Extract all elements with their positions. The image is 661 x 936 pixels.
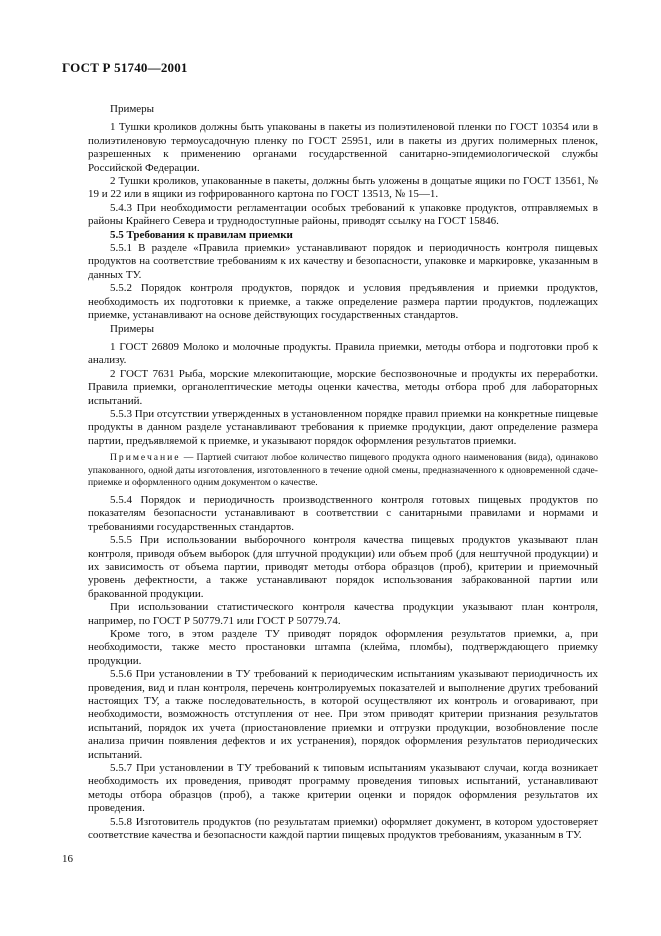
paragraph: 5.4.3 При необходимости регламентации особых требований к упаковке продуктов, отправляемых в районы Крайнего Севера и труднодоступные районы, приводят ссылку на ГОСТ 15846. <box>88 201 598 228</box>
document-header: ГОСТ Р 51740—2001 <box>62 60 188 75</box>
paragraph: 5.5.1 В разделе «Правила приемки» устанавливают порядок и периодичность контроля пищевых продуктов на соответствие требованиям к их качеству и безопасности, упаковке и маркировке, указанным в данных ТУ. <box>88 242 598 281</box>
paragraph: 5.5.7 При установлении в ТУ требований к типовым испытаниям указывают случаи, когда возникает необходимость их проведения, приводят программу проведения типовых испытаний, устанавливают методы отбора образцов (проб), а также критерии оценки и порядок оформления результатов их проведения. <box>88 762 598 815</box>
paragraph: 5.5.3 При отсутствии утвержденных в установленном порядке правил приемки на конкретные пищевые продукты в данном разделе устанавливают требования к приемке продукции, дают определение размера партии, предъявляемой к приемке, и указывают порядок оформления результатов приемки. <box>88 407 598 447</box>
paragraph: 5.5.2 Порядок контроля продуктов, порядок и условия предъявления и приемки продуктов, необходимость их подготовки к приемке, а также определение размера партии продуктов, подлежащих приемке, устанавливают на основе действующих государственных стандартов. <box>88 282 598 322</box>
paragraph: Примеры <box>110 322 155 335</box>
note-paragraph <box>88 452 598 490</box>
section-heading: 5.5 Требования к правилам приемки <box>110 228 293 241</box>
document-body <box>88 97 598 843</box>
paragraph: 5.5.6 При установлении в ТУ требований к периодическим испытаниям указывают периодичность их проведения, вид и план контроля, перечень контролируемых показателей и выполнение других требований настоящих ТУ, а также последовательность, в которой осуществляют их контроль и оговаривают, при необходимости, возможность отступления от нее. При этом приводят критерии признания результатов испытаний, порядок их учета (приостановление приемки и отгрузки продукции, возобновление после анализа причин появления дефектов и их устранения), порядок оформления результатов периодических испытаний. <box>88 668 598 761</box>
paragraph: 2 ГОСТ 7631 Рыба, морские млекопитающие, морские беспозвоночные и продукты их переработки. Правила приемки, органолептические методы оценки качества, методы отбора проб для лабораторных испытаний. <box>88 367 598 407</box>
paragraph: 5.5.5 При использовании выборочного контроля качества пищевых продуктов указывают план контроля, приводя объем выборок (для штучной продукции) или объем проб (для нештучной продукции) и их зависимость от объема партии, приводят методы отбора образцов (проб), критерии и приемочный уровень дефектности, а также устанавливают порядок использования забракованной партии или бракованной продукции. <box>88 534 598 600</box>
paragraph: При использовании статистического контроля качества продукции указывают план контроля, например, по ГОСТ Р 50779.71 или ГОСТ Р 50779.74. <box>88 601 598 627</box>
note-label: Примечание <box>110 452 181 464</box>
note-text: — Партией считают любое количество пищевого продукта одного наименования (вида), одинаково упакованного, одной даты изготовления, изготовленного в течение одной смены, предназначенного к одновременной сдаче-приемке и оформленного одним документом о качестве. <box>88 452 598 489</box>
page-number: 16 <box>62 853 73 865</box>
paragraph: 1 ГОСТ 26809 Молоко и молочные продукты. Правила приемки, методы отбора и подготовки проб к анализу. <box>88 340 598 367</box>
paragraph: 2 Тушки кроликов, упакованные в пакеты, должны быть уложены в дощатые ящики по ГОСТ 13561, № 19 и 22 или в ящики из гофрированного картона по ГОСТ 13513, № 15—1. <box>88 175 598 201</box>
paragraph: Примеры <box>110 103 155 115</box>
paragraph: 5.5.8 Изготовитель продуктов (по результатам приемки) оформляет документ, в котором удостоверяет соответствие качества и безопасности каждой партии пищевых продуктов требованиям, указанным в ТУ. <box>88 815 598 842</box>
paragraph: Кроме того, в этом разделе ТУ приводят порядок оформления результатов приемки, а, при необходимости, также место простановки штампа (клейма, пломбы), подтверждающего приемку продукции. <box>88 628 598 667</box>
paragraph: 1 Тушки кроликов должны быть упакованы в пакеты из полиэтиленовой пленки по ГОСТ 10354 или в полиэтиленовую термоусадочную пленку по ГОСТ 25951, или в пакеты из других полимерных пленок, разрешенных к применению органами государственной санитарно-эпидемиологической службы Российской Федерации. <box>88 121 598 174</box>
paragraph: 5.5.4 Порядок и периодичность производственного контроля готовых пищевых продуктов по показателям безопасности устанавливают в соответствии с санитарными правилами и нормами и требованиями государственных стандартов. <box>88 493 598 533</box>
